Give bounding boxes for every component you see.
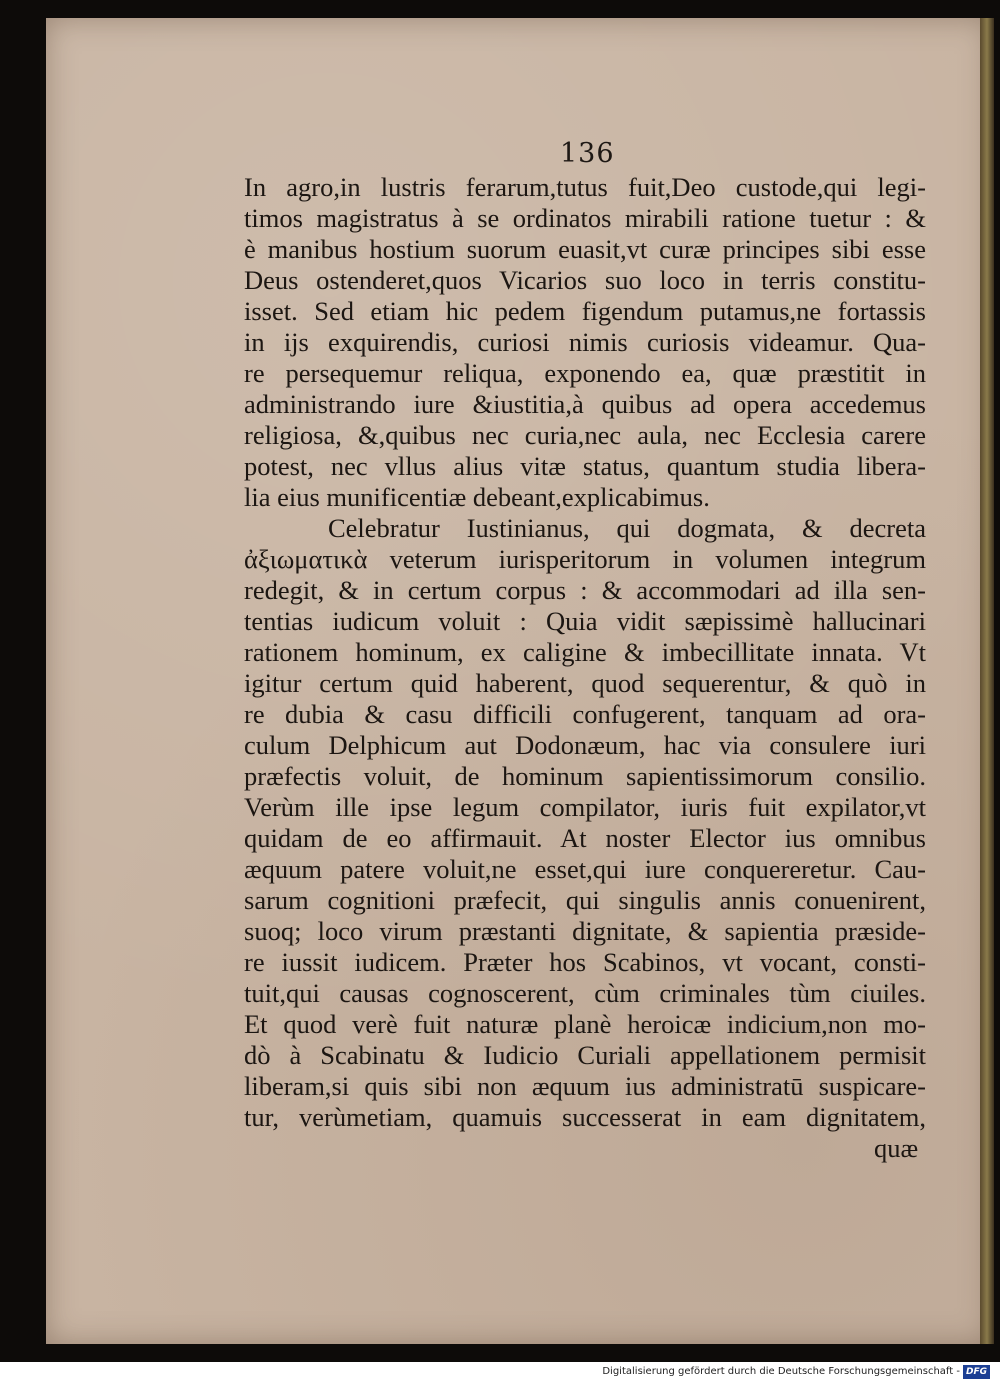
text-line: In agro,in lustris ferarum,tutus fuit,Deo custode,qui legi- xyxy=(244,172,926,202)
text-line: re dubia & casu difficili confugerent, tanquam ad ora- xyxy=(244,699,926,729)
text-line: sarum cognitioni præfecit, qui singulis annis conuenirent, xyxy=(244,885,926,915)
digitization-footer xyxy=(0,1362,1000,1383)
text-line: religiosa, &,quibus nec curia,nec aula, nec Ecclesia carere xyxy=(244,420,926,450)
text-line: administrando iure &iustitia,à quibus ad opera accedemus xyxy=(244,389,926,419)
dfg-logo[interactable]: DFG xyxy=(963,1365,990,1379)
text-line: in ijs exquirendis, curiosi nimis curiosis videamur. Qua- xyxy=(244,327,926,357)
text-line: redegit, & in certum corpus : & accommodari ad illa sen- xyxy=(244,575,926,605)
text-line: liberam,si quis sibi non æquum ius administratū suspicare- xyxy=(244,1071,926,1101)
text-line: potest, nec vllus alius vitæ status, quantum studia libera- xyxy=(244,451,926,481)
text-line: rationem hominum, ex caligine & imbecillitate innata. Vt xyxy=(244,637,926,667)
text-line: igitur certum quid haberent, quod sequerentur, & quò in xyxy=(244,668,926,698)
text-line: ἀξιωματικὰ veterum iurisperitorum in volumen integrum xyxy=(244,544,926,574)
text-line: præfectis voluit, de hominum sapientissimorum consilio. xyxy=(244,761,926,791)
text-line: Verùm ille ipse legum compilator, iuris fuit expilator,vt xyxy=(244,792,926,822)
text-line: re iussit iudicem. Præter hos Scabinos, vt vocant, consti- xyxy=(244,947,926,977)
paragraph-start-line: Celebratur Iustinianus, qui dogmata, & decreta xyxy=(328,513,926,543)
text-line: culum Delphicum aut Dodonæum, hac via consulere iuri xyxy=(244,730,926,760)
body-text xyxy=(244,172,926,1133)
text-line: Et quod verè fuit naturæ planè heroicæ indicium,non mo- xyxy=(244,1009,926,1039)
text-line: tentias iudicum voluit : Quia vidit sæpissimè hallucinari xyxy=(244,606,926,636)
text-line: tuit,qui causas cognoscerent, cùm criminales tùm ciuiles. xyxy=(244,978,926,1008)
text-line: lia eius munificentiæ debeant,explicabimus. xyxy=(244,482,710,512)
book-edge xyxy=(980,18,994,1344)
text-line: timos magistratus à se ordinatos mirabili ratione tuetur : & xyxy=(244,203,926,233)
catchword: quæ xyxy=(874,1133,919,1163)
text-line: quidam de eo affirmauit. At noster Elector ius omnibus xyxy=(244,823,926,853)
text-line: è manibus hostium suorum euasit,vt curæ principes sibi esse xyxy=(244,234,926,264)
text-line: isset. Sed etiam hic pedem figendum putamus,ne fortassis xyxy=(244,296,926,326)
text-line: æquum patere voluit,ne esset,qui iure conquereretur. Cau- xyxy=(244,854,926,884)
funding-notice: Digitalisierung gefördert durch die Deutsche Forschungsgemeinschaft - xyxy=(602,1366,960,1377)
page-number: 136 xyxy=(560,138,615,169)
text-line: re persequemur reliqua, exponendo ea, quæ præstitit in xyxy=(244,358,926,388)
text-line: tur, verùmetiam, quamuis successerat in eam dignitatem, xyxy=(244,1102,926,1132)
text-line: suoq; loco virum præstanti dignitate, & sapientia præside- xyxy=(244,916,926,946)
text-line: dò à Scabinatu & Iudicio Curiali appellationem permisit xyxy=(244,1040,926,1070)
text-line: Deus ostenderet,quos Vicarios suo loco in terris constitu- xyxy=(244,265,926,295)
